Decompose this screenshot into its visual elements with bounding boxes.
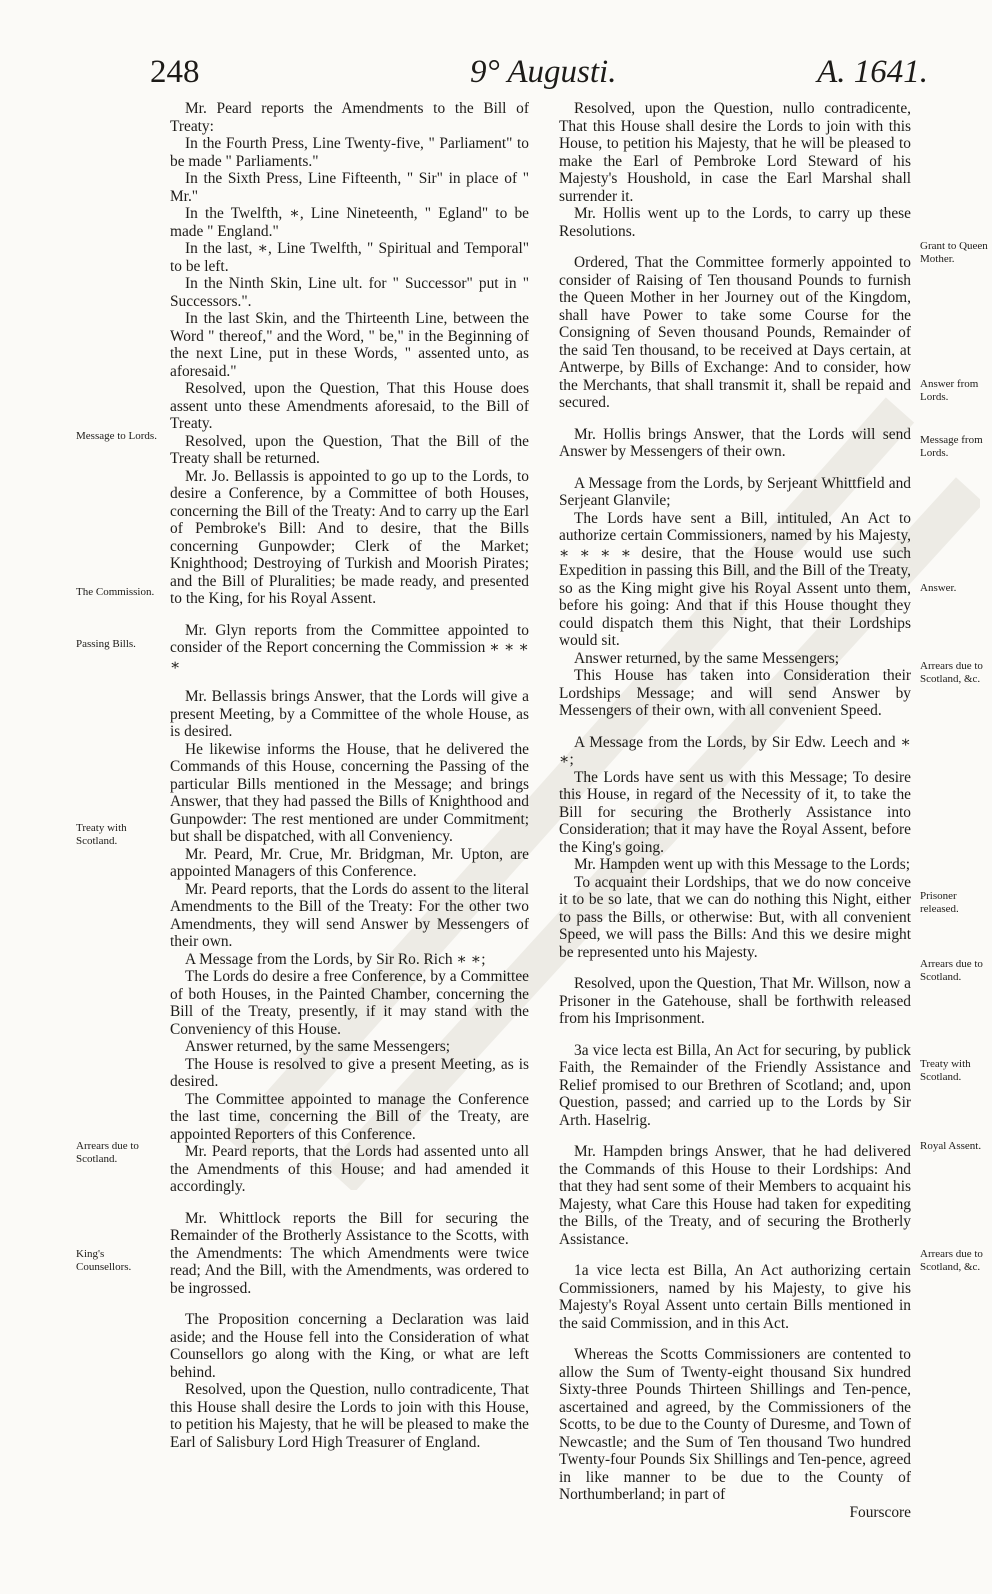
margin-note: Royal Assent. xyxy=(920,1140,982,1152)
paragraph: Mr. Glyn reports from the Committee appointed to consider of the Report concerning the Commission ∗ ∗ ∗ ∗ xyxy=(170,621,529,674)
paragraph: In the Fourth Press, Line Twenty-five, " Parliament" to be made " Parliaments." xyxy=(170,135,529,170)
paragraph: He likewise informs the House, that he delivered the Commands of this House, concerning the Passing of the particular Bills mentioned in the Message; and brings Answer, that they had passed the Bills of Knighthood and Gunpowder: The rest mentioned are under Commitment; but shall be dispatched, with all Conveniency. xyxy=(170,740,529,845)
paragraph: This House has taken into Consideration their Lordships Message; and will send Answer by Messengers of their own, with all convenient Speed. xyxy=(559,667,911,719)
paragraph: 3a vice lecta est Billa, An Act for securing, by publick Faith, the Remainder of the Friendly Assistance and Relief promised to our Brethren of Scotland; and, upon Question, passed; and carried up to the Lords by Sir Arth. Haselrig. xyxy=(559,1041,911,1129)
paragraph: In the Ninth Skin, Line ult. for " Successor" put in " Successors.". xyxy=(170,275,529,310)
paragraph: In the last, ∗, Line Twelfth, " Spiritual and Temporal" to be left. xyxy=(170,240,529,275)
catchword: Fourscore xyxy=(849,1503,911,1521)
paragraph: Ordered, That the Committee formerly appointed to consider of Raising of Ten thousand Pounds to furnish the Queen Mother in her Journey out of the Kingdom, shall have Power to take some Course for the Consigning of Seven thousand Pounds, Remainder of the said Ten thousand, to be received at Days certain, at Antwerpe, by Bills of Exchange: And to consider, how the Merchants, that shall transmit it, shall be repaid and secured. xyxy=(559,254,911,411)
paragraph: To acquaint their Lordships, that we do now conceive it to be so late, that we can do nothing this Night, either to pass the Bills, or otherwise: But, with all convenient Speed, we will pass the Bills: And this we desire might be represented unto his Majesty. xyxy=(559,873,911,961)
margin-note: Message from Lords. xyxy=(920,434,983,459)
paragraph: 1a vice lecta est Billa, An Act authorizing certain Commissioners, named by his Majesty, to give his Majesty's Royal Assent unto certain Bills mentioned in the said Commission, and in this Act. xyxy=(559,1262,911,1332)
paragraph: Mr. Hollis brings Answer, that the Lords will send Answer by Messengers of their own. xyxy=(559,425,911,460)
paragraph: Resolved, upon the Question, That the Bill of the Treaty shall be returned. xyxy=(170,432,529,467)
paragraph: Mr. Peard reports, that the Lords do assent to the literal Amendments to the Bill of the Treaty: For the other two Amendments, they will send Answer by Messengers of their own. xyxy=(170,880,529,950)
margin-note: Arrears due to Scotland. xyxy=(920,958,983,983)
paragraph: Mr. Peard reports, that the Lords had assented unto all the Amendments of this House; and had amended it accordingly. xyxy=(170,1143,529,1195)
margin-note: Message to Lords. xyxy=(76,430,157,442)
paragraph: In the last Skin, and the Thirteenth Line, between the Word " thereof," and the Word, " be," in the Beginning of the next Line, put in these Words, " assented unto, as aforesaid." xyxy=(170,310,529,380)
right-column xyxy=(559,100,911,1521)
margin-note: Answer from Lords. xyxy=(920,378,979,403)
paragraph: Resolved, upon the Question, That Mr. Willson, now a Prisoner in the Gatehouse, shall be forthwith released from his Imprisonment. xyxy=(559,975,911,1027)
paragraph: A Message from the Lords, by Serjeant Whittfield and Serjeant Glanvile; xyxy=(559,474,911,509)
paragraph: The House is resolved to give a present Meeting, as is desired. xyxy=(170,1055,529,1090)
margin-note: Answer. xyxy=(920,582,957,594)
paragraph: Resolved, upon the Question, nullo contradicente, That this House shall desire the Lords to join with this House, to petition his Majesty, that he will be pleased to make the Earl of Pembroke Lord Steward of his Majesty's Houshold, in case the Earl Marshal shall surrender it. xyxy=(559,100,911,205)
paragraph: Mr. Jo. Bellassis is appointed to go up to the Lords, to desire a Conference, by a Committee of both Houses, concerning the Bill of the Treaty: And to carry up the Earl of Pembroke's Bill: And to desire, that the Bills concerning Gunpowder; Clerk of the Market; Knighthood; Destroying of Turkish and Moorish Pirates; and the Bill of Pluralities; be made ready, and presented to the King, for his Royal Assent. xyxy=(170,467,529,607)
margin-note: Arrears due to Scotland, &c. xyxy=(920,660,983,685)
paragraph: The Lords have sent us with this Message; To desire this House, in regard of the Necessity of it, to take the Bill for securing the Brotherly Assistance into Consideration; that it may have the Royal Assent, before the King's going. xyxy=(559,768,911,856)
paragraph: Resolved, upon the Question, That this House does assent unto these Amendments aforesaid, to the Bill of Treaty. xyxy=(170,380,529,432)
margin-note: Treaty with Scotland. xyxy=(920,1058,971,1083)
margin-note: Treaty with Scotland. xyxy=(76,822,127,847)
margin-note: The Commission. xyxy=(76,586,155,598)
paragraph: Whereas the Scotts Commissioners are contented to allow the Sum of Twenty-eight thousand Six hundred Sixty-three Pounds Thirteen Shillings and Ten-pence, ascertained and agreed, by the Commissioners of the Scotts, to be due to the County of Duresme, and Town of Newcastle; and the Sum of Ten thousand Two hundred Twenty-four Pounds Six Shillings and Ten-pence, agreed in like manner to be due to the County of Northumberland; in part of xyxy=(559,1346,911,1503)
page-year: A. 1641. xyxy=(817,54,928,90)
paragraph: Mr. Whittlock reports the Bill for securing the Remainder of the Brotherly Assistance to the Scotts, with the Amendments: The which Amendments were twice read; And the Bill, with the Amendments, was ordered to be ingrossed. xyxy=(170,1209,529,1297)
paragraph: In the Sixth Press, Line Fifteenth, " Sir" in place of " Mr." xyxy=(170,170,529,205)
paragraph: Resolved, upon the Question, nullo contradicente, That this House shall desire the Lords to join with this House, to petition his Majesty, that he will be pleased to make the Earl of Salisbury Lord High Treasurer of England. xyxy=(170,1381,529,1451)
page-header xyxy=(0,46,992,96)
paragraph: Mr. Peard, Mr. Crue, Mr. Bridgman, Mr. Upton, are appointed Managers of this Conference. xyxy=(170,845,529,880)
margin-note: Arrears due to Scotland, &c. xyxy=(920,1248,983,1273)
margin-note: King's Counsellors. xyxy=(76,1248,132,1273)
paragraph: Mr. Peard reports the Amendments to the Bill of Treaty: xyxy=(170,100,529,135)
margin-note: Arrears due to Scotland. xyxy=(76,1140,139,1165)
left-column xyxy=(170,100,529,1451)
paragraph: A Message from the Lords, by Sir Ro. Rich ∗ ∗; xyxy=(185,950,486,968)
paragraph: Answer returned, by the same Messengers; xyxy=(574,649,839,667)
paragraph: In the Twelfth, ∗, Line Nineteenth, " Egland" to be made " England." xyxy=(170,205,529,240)
margin-note: Grant to Queen Mother. xyxy=(920,240,988,265)
paragraph: Mr. Hampden went up with this Message to the Lords; xyxy=(574,856,910,873)
margin-note: Passing Bills. xyxy=(76,638,136,650)
paragraph: Mr. Bellassis brings Answer, that the Lords will give a present Meeting, by a Committee of the whole House, as is desired. xyxy=(170,688,529,740)
paragraph: The Lords have sent a Bill, intituled, An Act to authorize certain Commissioners, named by his Majesty, ∗ ∗ ∗ ∗ desire, that the House would use such Expedition in passing this Bill, and the Bill of the Treaty, so as the King might give his Royal Assent unto them, before his going: And that if this House thought they could dispatch them this Night, that their Lordships would sit. xyxy=(559,509,911,649)
paragraph: Mr. Hollis went up to the Lords, to carry up these Resolutions. xyxy=(559,205,911,240)
margin-note: Prisoner released. xyxy=(920,890,959,915)
page-date: 9° Augusti. xyxy=(470,54,617,90)
paragraph: The Lords do desire a free Conference, by a Committee of both Houses, in the Painted Chamber, concerning the Bill of the Treaty, presently, if it may stand with the Conveniency of this House. xyxy=(170,968,529,1038)
paragraph: Answer returned, by the same Messengers; xyxy=(185,1038,450,1055)
page-number: 248 xyxy=(150,54,200,90)
paragraph: The Committee appointed to manage the Conference the last time, concerning the Bill of the Treaty, are appointed Reporters of this Conference. xyxy=(170,1090,529,1143)
paragraph: A Message from the Lords, by Sir Edw. Leech and ∗ ∗; xyxy=(559,733,911,768)
paragraph: Mr. Hampden brings Answer, that he had delivered the Commands of this House to their Lordships: And that they had sent some of their Members to acquaint his Majesty, what Care this House had taken for expediting the Bills, of the Treaty, and of securing the Brotherly Assistance. xyxy=(559,1143,911,1248)
paragraph: The Proposition concerning a Declaration was laid aside; and the House fell into the Consideration of what Counsellors go along with the King, or what are left behind. xyxy=(170,1311,529,1381)
